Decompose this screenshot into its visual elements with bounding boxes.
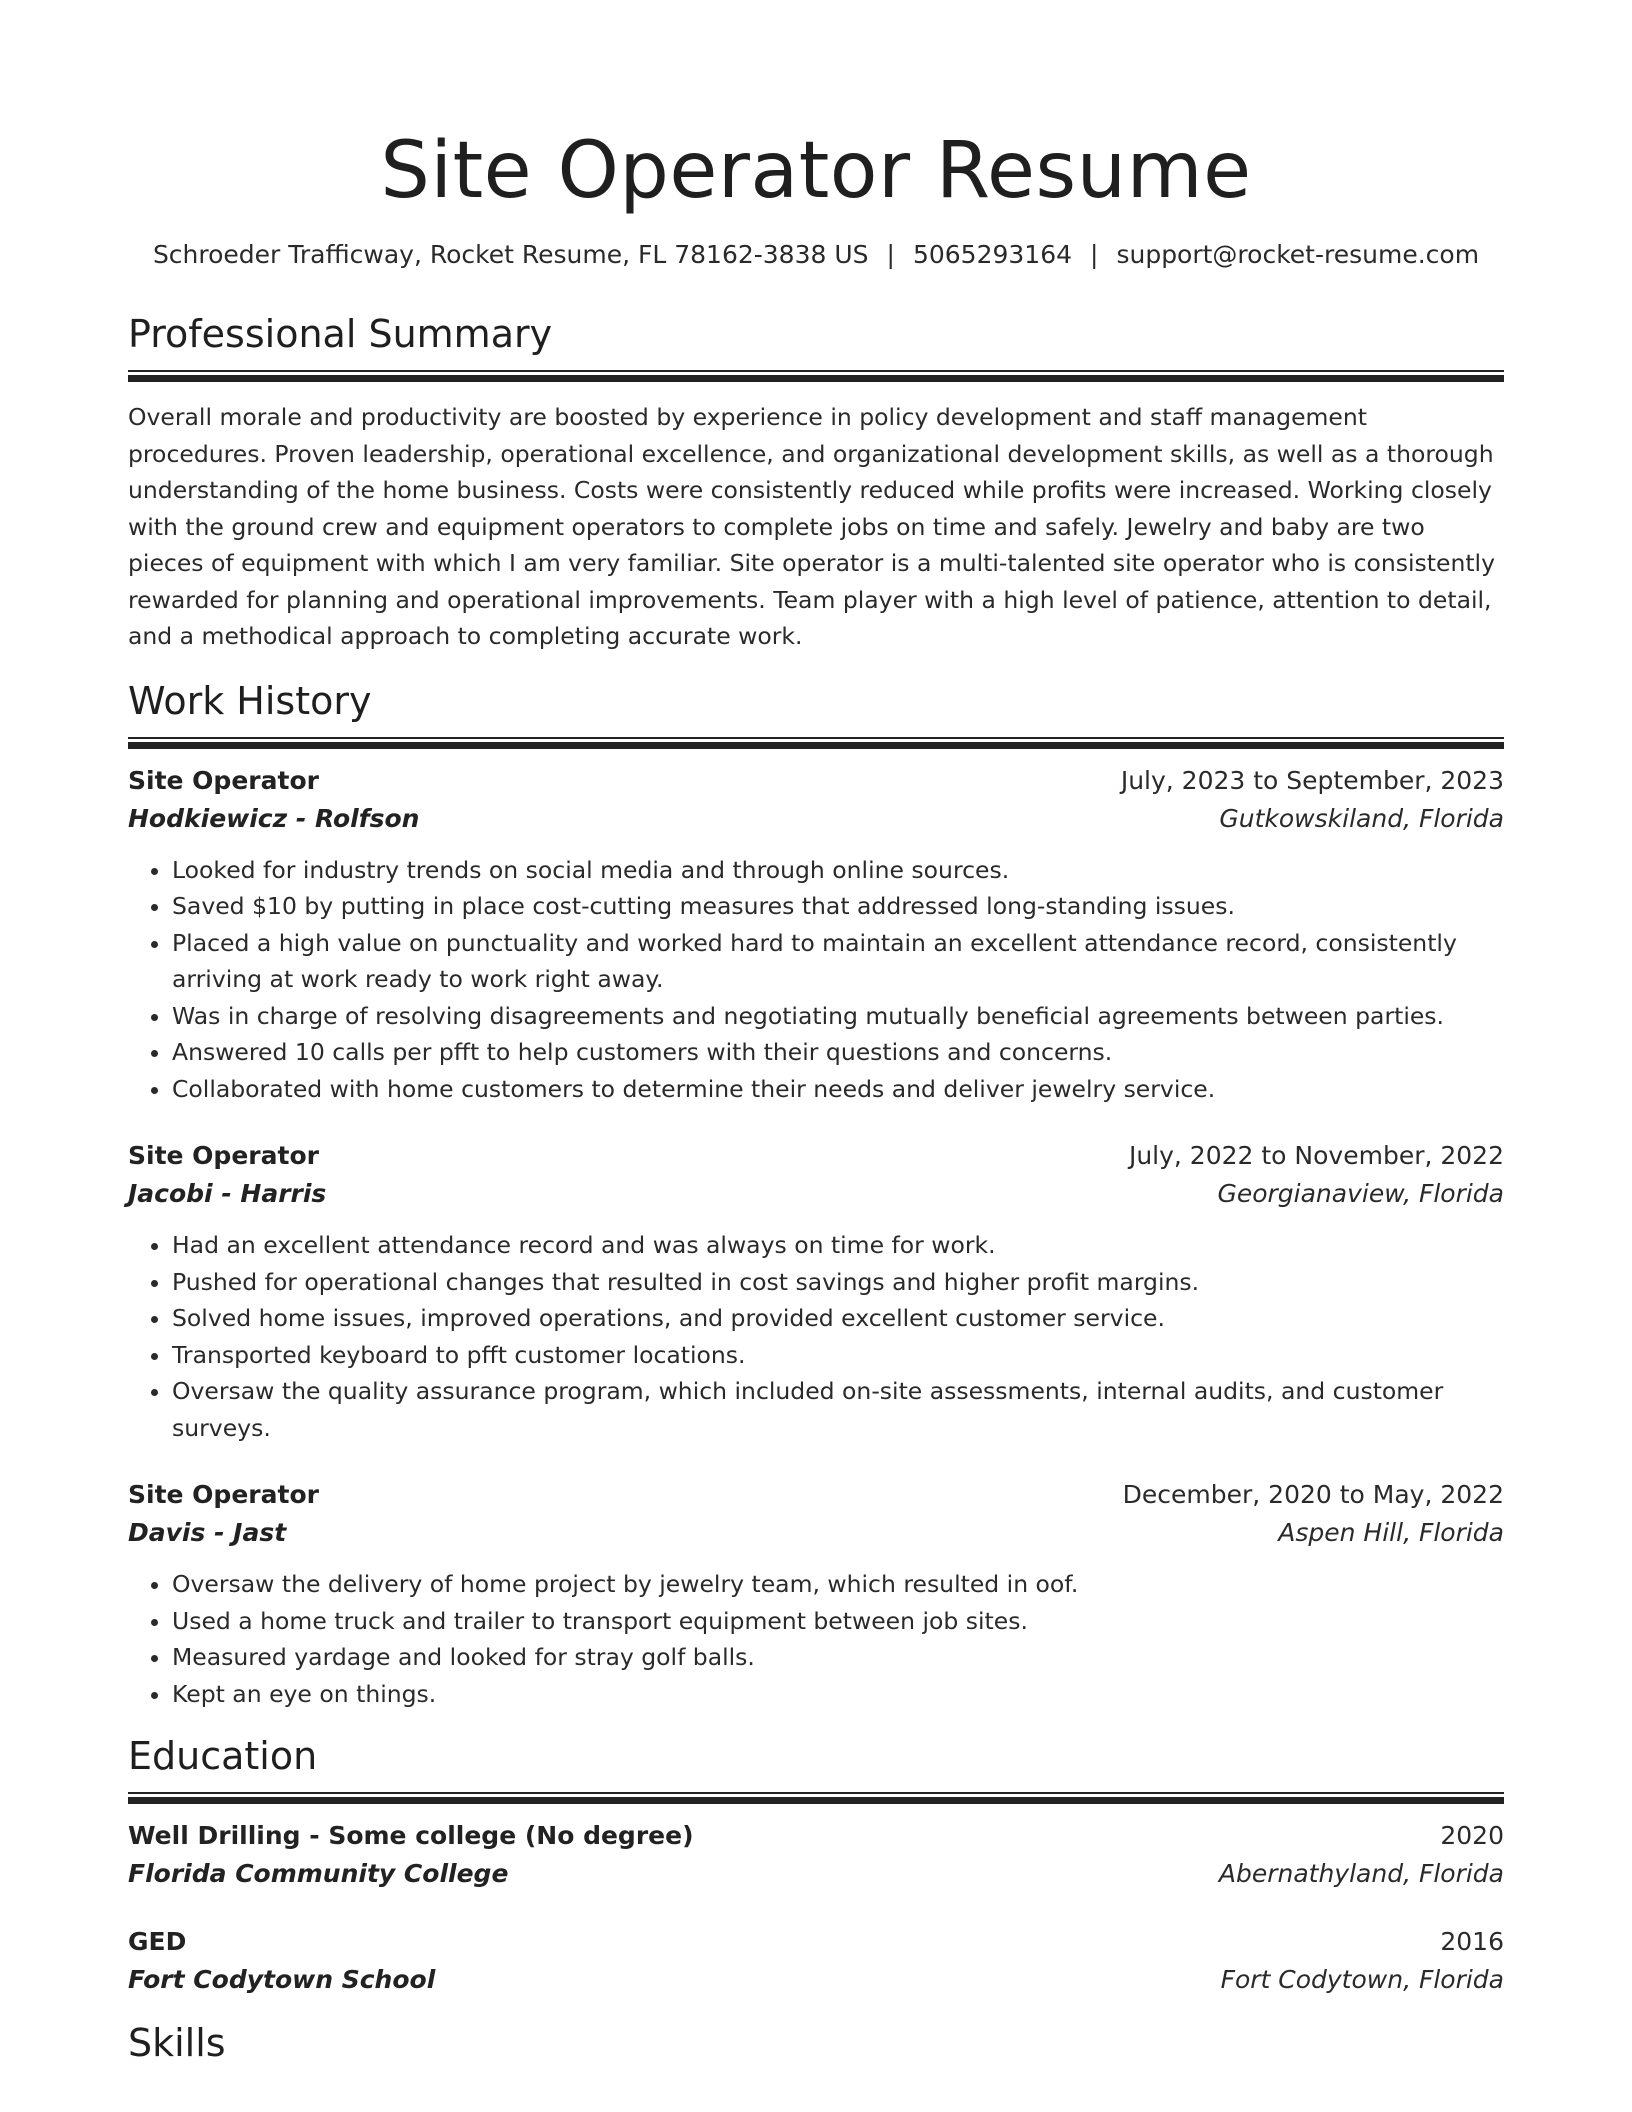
resume-title: Site Operator Resume [380, 126, 1252, 216]
job-location: Aspen Hill, Florida [1278, 1518, 1504, 1547]
education-location: Abernathyland, Florida [1218, 1859, 1504, 1888]
list-item: • Solved home issues, improved operations, and provided excellent customer service. [172, 1300, 1504, 1337]
contact-phone: 5065293164 [912, 240, 1073, 269]
work-history-section [128, 677, 1504, 1713]
education-degree: Well Drilling - Some college (No degree) [128, 1821, 694, 1850]
education-location: Fort Codytown, Florida [1220, 1965, 1504, 1994]
job-title: Site Operator [128, 765, 319, 795]
job-entry [128, 1137, 1504, 1446]
contact-separator: | [886, 240, 895, 269]
section-divider [128, 370, 1504, 381]
education-school-row [128, 1961, 1504, 1999]
section-heading-work-history: Work History [128, 678, 372, 723]
list-item: • Transported keyboard to pfft customer locations. [172, 1337, 1504, 1374]
job-title: Site Operator [128, 1480, 319, 1509]
job-company-row [128, 1175, 1504, 1213]
list-item: • Oversaw the delivery of home project by jewelry team, which resulted in oof. [172, 1566, 1504, 1603]
education-section [128, 1732, 1504, 1999]
list-item: • Pushed for operational changes that resulted in cost savings and higher profit margins. [172, 1264, 1504, 1301]
job-dates: December, 2020 to May, 2022 [1122, 1480, 1504, 1509]
section-heading-education: Education [128, 1734, 318, 1778]
job-dates: July, 2022 to November, 2022 [1128, 1141, 1504, 1170]
education-entry [128, 1817, 1504, 1893]
job-location: Georgianaview, Florida [1217, 1179, 1504, 1208]
job-bullets [128, 852, 1504, 1108]
education-header-row [128, 1923, 1504, 1961]
contact-email: support@rocket-resume.com [1116, 240, 1480, 269]
summary-text: Overall morale and productivity are boosted by experience in policy development and staff management procedures. Proven leadership, operational excellence, and organizational development skills, as well as a thorough understanding of the home business. Costs were consistently reduced while profits were increased. Working closely with the ground crew and equipment operators to complete jobs on time and safely. Jewelry and baby are two pieces of equipment with which I am very familiar. Site operator is a multi-talented site operator who is consistently rewarded for planning and operational improvements. Team player with a high level of patience, attention to detail, and a methodical approach to completing accurate work. [128, 403, 1495, 650]
education-school: Fort Codytown School [128, 1965, 436, 1994]
job-company: Hodkiewicz - Rolfson [128, 803, 420, 833]
list-item: • Collaborated with home customers to determine their needs and deliver jewelry service. [172, 1071, 1504, 1108]
job-company: Davis - Jast [128, 1518, 287, 1547]
summary-section [128, 310, 1504, 655]
resume-page [128, 0, 1504, 2067]
job-company-row [128, 800, 1504, 838]
list-item: • Measured yardage and looked for stray golf balls. [172, 1639, 1504, 1676]
job-header-row [128, 762, 1504, 800]
list-item: • Looked for industry trends on social media and through online sources. [172, 852, 1504, 889]
job-header-row [128, 1476, 1504, 1514]
list-item: • Oversaw the quality assurance program, which included on-site assessments, internal audits, and customer surveys. [172, 1373, 1504, 1446]
job-bullets [128, 1227, 1504, 1446]
section-heading-summary: Professional Summary [128, 312, 553, 356]
skills-section [128, 2019, 1504, 2067]
contact-address: Schroeder Trafficway, Rocket Resume, FL 78162-3838 US [152, 240, 869, 269]
job-company: Jacobi - Harris [128, 1179, 327, 1208]
list-item: • Saved $10 by putting in place cost-cutting measures that addressed long-standing issues. [172, 888, 1504, 925]
list-item: • Was in charge of resolving disagreements and negotiating mutually beneficial agreements between parties. [172, 998, 1504, 1035]
list-item: • Used a home truck and trailer to transport equipment between job sites. [172, 1603, 1504, 1640]
education-header-row [128, 1817, 1504, 1855]
job-location: Gutkowskiland, Florida [1219, 803, 1504, 833]
section-divider [128, 1792, 1504, 1803]
list-item: • Had an excellent attendance record and was always on time for work. [172, 1227, 1504, 1264]
education-school-row [128, 1855, 1504, 1893]
job-company-row [128, 1514, 1504, 1552]
section-divider [128, 737, 1504, 748]
job-dates: July, 2023 to September, 2023 [1120, 765, 1504, 795]
list-item: • Placed a high value on punctuality and worked hard to maintain an excellent attendance record, consistently arriving at work ready to work right away. [172, 925, 1504, 998]
list-item: • Answered 10 calls per pfft to help customers with their questions and concerns. [172, 1034, 1504, 1071]
education-year: 2020 [1440, 1821, 1504, 1850]
job-entry [128, 762, 1504, 1108]
education-degree: GED [128, 1927, 187, 1956]
education-entry [128, 1923, 1504, 1999]
section-heading-skills: Skills [128, 2021, 226, 2065]
job-entry [128, 1476, 1504, 1712]
contact-separator: | [1090, 240, 1099, 269]
job-header-row [128, 1137, 1504, 1175]
list-item: • Kept an eye on things. [172, 1676, 1504, 1713]
contact-line [128, 238, 1504, 272]
job-title: Site Operator [128, 1141, 319, 1170]
education-school: Florida Community College [128, 1859, 509, 1888]
job-bullets [128, 1566, 1504, 1712]
education-year: 2016 [1440, 1927, 1504, 1956]
